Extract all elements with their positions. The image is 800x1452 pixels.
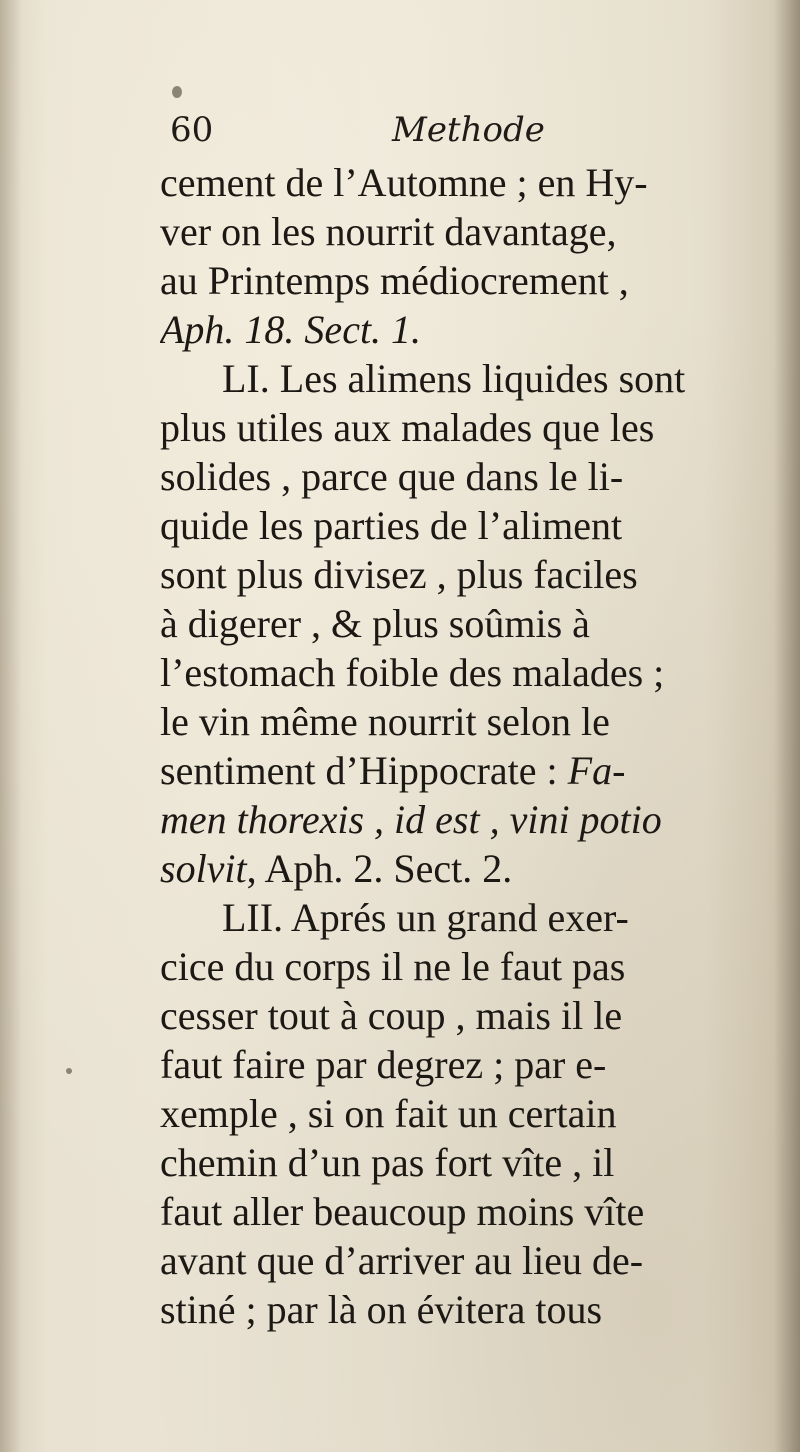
text-line: plus utiles aux malades que les xyxy=(160,405,655,450)
text-line: faut aller beaucoup moins vîte xyxy=(160,1189,645,1234)
text-line: cice du corps il ne le faut pas xyxy=(160,944,626,989)
text-line: LII. Aprés un grand exer- xyxy=(222,895,629,940)
ink-speck xyxy=(66,1068,72,1074)
ink-speck xyxy=(172,86,182,98)
text-line: ver on les nourrit davantage, xyxy=(160,209,617,254)
text-line: stiné ; par là on évitera tous xyxy=(160,1287,603,1332)
text-line: Aph. 18. Sect. 1. xyxy=(160,307,422,352)
text-line: cesser tout à coup , mais il le xyxy=(160,993,623,1038)
text-line-part: sentiment d’Hippocrate : xyxy=(160,748,568,793)
body-text xyxy=(160,158,760,1334)
text-line xyxy=(160,746,760,795)
text-line-part: , Aph. 2. Sect. 2. xyxy=(246,846,513,891)
gutter-shadow xyxy=(0,0,22,1452)
text-line: solides , parce que dans le li- xyxy=(160,454,624,499)
text-line xyxy=(160,844,760,893)
text-line: avant que d’arriver au lieu de- xyxy=(160,1238,644,1283)
text-line: xemple , si on fait un certain xyxy=(160,1091,617,1136)
text-line: l’estomach foible des malades ; xyxy=(160,650,665,695)
text-line: LI. Les alimens liquides sont xyxy=(222,356,686,401)
text-line-part: solvit xyxy=(160,846,247,891)
text-line: à digerer , & plus soûmis à xyxy=(160,601,590,646)
page-number: 60 xyxy=(170,110,214,150)
text-line: le vin même nourrit selon le xyxy=(160,699,610,744)
page-header xyxy=(170,110,770,160)
text-line: faut faire par degrez ; par e- xyxy=(160,1042,607,1087)
text-line: men thorexis , id est , vini potio xyxy=(160,797,662,842)
text-line-part: Fa- xyxy=(567,748,626,793)
running-title: Methode xyxy=(392,110,545,150)
text-line: quide les parties de l’aliment xyxy=(160,503,623,548)
text-line: chemin d’un pas fort vîte , il xyxy=(160,1140,615,1185)
text-line: sont plus divisez , plus faciles xyxy=(160,552,638,597)
page-edge-shadow xyxy=(774,0,800,1452)
text-line: au Printemps médiocrement , xyxy=(160,258,629,303)
text-line: cement de l’Automne ; en Hy- xyxy=(160,160,648,205)
